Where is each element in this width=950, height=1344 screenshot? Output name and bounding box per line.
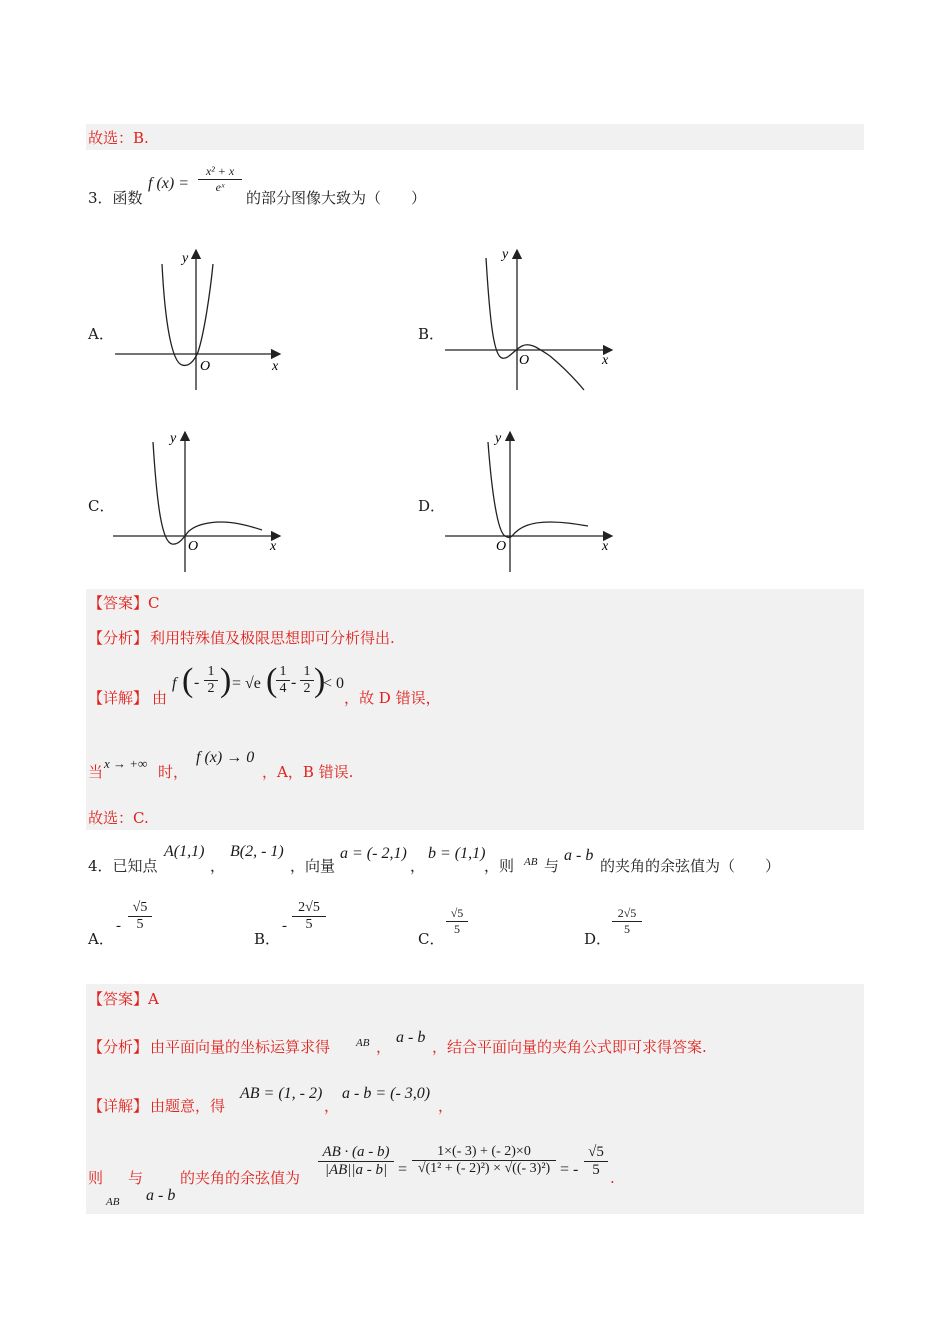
q3-limit-result: f (x) → 0	[196, 749, 255, 766]
q3-func-lhs: f (x) =	[148, 175, 189, 192]
graph-c-x-label: x	[270, 539, 277, 554]
q3-detail-minus2: -	[291, 674, 297, 691]
graph-a-origin-label: O	[200, 359, 211, 374]
q3-analysis-tag: 【分析】	[88, 629, 149, 647]
q4-number: 4．已知点	[88, 857, 158, 875]
q4-option-a-frac: $\frac{√5}{5}$	[128, 900, 152, 933]
q3-detail-minus1: -	[194, 674, 200, 691]
q4-final-frac2	[412, 1144, 556, 1177]
q3-solution-block	[86, 589, 864, 830]
q4-final-end: .	[610, 1169, 615, 1187]
q4-point-a: A(1,1)	[164, 843, 205, 860]
q4-detail-tag: 【详解】	[88, 1097, 149, 1115]
q4-final-frac2-num: 1×(- 3) + (- 2)×0	[412, 1144, 556, 1161]
q3-func-fraction	[198, 164, 242, 195]
q4-with: 与	[544, 857, 560, 875]
q4-final-frac3-num: √5	[584, 1144, 608, 1162]
q4-option-a-label: A．	[88, 930, 114, 948]
q3-detail-frac1: $\frac{1}{2}$	[204, 664, 218, 697]
q4-option-c-frac: $\frac{√5}{5}$	[446, 906, 468, 937]
q4-analysis-tag: 【分析】	[88, 1038, 149, 1056]
q4-option-b-label: B．	[254, 930, 281, 948]
q4-sep4: ，则	[484, 857, 515, 875]
q4-ab: AB	[524, 856, 538, 868]
graph-a-y-label: y	[182, 251, 189, 266]
q4-option-b-sign: -	[282, 918, 287, 934]
q3-limit-suffix: ，A，B 错误.	[262, 763, 354, 781]
q3-detail-rparen1: )	[220, 662, 232, 699]
q3-stem-tail: 的部分图像大致为（ ）	[246, 189, 427, 207]
prev-answer-text: 故选：B.	[88, 129, 149, 147]
graph-c-origin-label: O	[188, 539, 199, 554]
q4-sep1: ，	[210, 857, 226, 875]
q4-detail-end: ，	[438, 1097, 454, 1115]
q3-detail-suffix: ，故 D 错误，	[344, 689, 441, 707]
q3-graph-c	[110, 426, 290, 576]
q4-final-frac3-den: 5	[592, 1162, 600, 1178]
q3-conclusion: 故选：C.	[88, 809, 149, 827]
q3-graph-d	[442, 426, 622, 576]
q3-detail-frac3: $\frac{1}{2}$	[300, 664, 314, 697]
q3-detail-f: f	[172, 675, 177, 692]
q4-sep2: ，向量	[290, 857, 336, 875]
q4-final-eq1: =	[398, 1161, 408, 1178]
q4-sep3: ，	[410, 857, 426, 875]
q4-amb: a - b	[564, 847, 594, 864]
q3-option-d-label: D．	[418, 497, 446, 515]
q3-option-c-label: C．	[88, 497, 115, 515]
graph-d-y-label: y	[495, 431, 502, 446]
q4-analysis-ab: AB	[356, 1037, 370, 1049]
q4-analysis-amb: a - b	[396, 1029, 426, 1046]
q4-option-d-frac: $\frac{2√5}{5}$	[612, 906, 642, 937]
graph-d-origin-label: O	[496, 539, 507, 554]
q3-limit-prefix: 当	[88, 763, 104, 781]
q3-option-a-label: A．	[88, 325, 114, 343]
q4-option-a-sign: -	[116, 918, 121, 934]
q4-final-frac1-num: AB · (a - b)	[318, 1144, 394, 1162]
q4-final-with: 与	[128, 1169, 144, 1187]
q4-final-pre: 则	[88, 1169, 104, 1187]
q4-analysis-post: ，结合平面向量的夹角公式即可求得答案.	[432, 1038, 707, 1056]
q3-number: 3．函数	[88, 189, 143, 207]
q4-final-frac1	[318, 1144, 394, 1179]
q3-detail-lparen1: (	[182, 662, 194, 699]
q3-option-b-label: B．	[418, 325, 445, 343]
q3-limit-expr: x → +∞	[104, 756, 148, 771]
q4-final-amb: a - b	[146, 1187, 176, 1204]
q3-graph-a	[110, 244, 290, 394]
q3-func-numerator: x² + x	[198, 164, 242, 180]
q4-detail-pre: 由题意，得	[150, 1097, 226, 1115]
q4-final-mid: 的夹角的余弦值为	[180, 1169, 301, 1187]
q3-detail-frac2: $\frac{1}{4}$	[276, 664, 290, 697]
graph-c-y-label: y	[170, 431, 177, 446]
q4-stem-tail: 的夹角的余弦值为（ ）	[600, 857, 781, 875]
q3-detail-mid: = √e	[232, 675, 261, 692]
q3-detail-prefix: 由	[152, 689, 168, 707]
q3-detail-rparen2: )	[314, 662, 326, 699]
prev-answer-block	[86, 124, 864, 150]
q3-analysis-text: 利用特殊值及极限思想即可分析得出.	[150, 629, 395, 647]
q4-final-frac2-den: √(1² + (- 2)²) × √((- 3)²)	[417, 1161, 551, 1176]
q4-final-eq-neg: = -	[560, 1161, 579, 1178]
graph-b-y-label: y	[502, 247, 509, 262]
q3-graph-b	[442, 244, 622, 394]
q4-vec-a: a = (- 2,1)	[340, 845, 407, 862]
q4-vec-b: b = (1,1)	[428, 845, 486, 862]
q4-option-b-frac: $\frac{2√5}{5}$	[292, 900, 326, 933]
q4-analysis-pre: 由平面向量的坐标运算求得	[150, 1038, 331, 1056]
q3-detail-ineq: < 0	[323, 675, 345, 692]
q4-detail-amb: a - b = (- 3,0)	[342, 1085, 431, 1102]
q4-detail-sep: ，	[324, 1097, 340, 1115]
q4-answer: 【答案】A	[88, 990, 159, 1008]
q3-limit-mid: 时，	[158, 763, 189, 781]
q4-option-d-label: D．	[584, 930, 612, 948]
q3-detail-tag: 【详解】	[88, 689, 149, 707]
q4-final-frac1-den: |AB||a - b|	[324, 1162, 388, 1178]
q3-detail-lparen2: (	[266, 662, 278, 699]
graph-b-origin-label: O	[519, 353, 530, 368]
q3-answer: 【答案】C	[88, 594, 160, 612]
q4-analysis-sep: ，	[376, 1038, 392, 1056]
q4-option-c-label: C．	[418, 930, 445, 948]
q4-point-b: B(2, - 1)	[230, 843, 284, 860]
graph-d-x-label: x	[602, 539, 609, 554]
q4-detail-ab: AB = (1, - 2)	[240, 1085, 323, 1102]
q3-func-denominator: eˣ	[215, 180, 225, 194]
graph-a-x-label: x	[272, 359, 279, 374]
graph-b-x-label: x	[602, 353, 609, 368]
q4-final-frac3	[584, 1144, 608, 1179]
q4-final-ab: AB	[106, 1196, 120, 1208]
